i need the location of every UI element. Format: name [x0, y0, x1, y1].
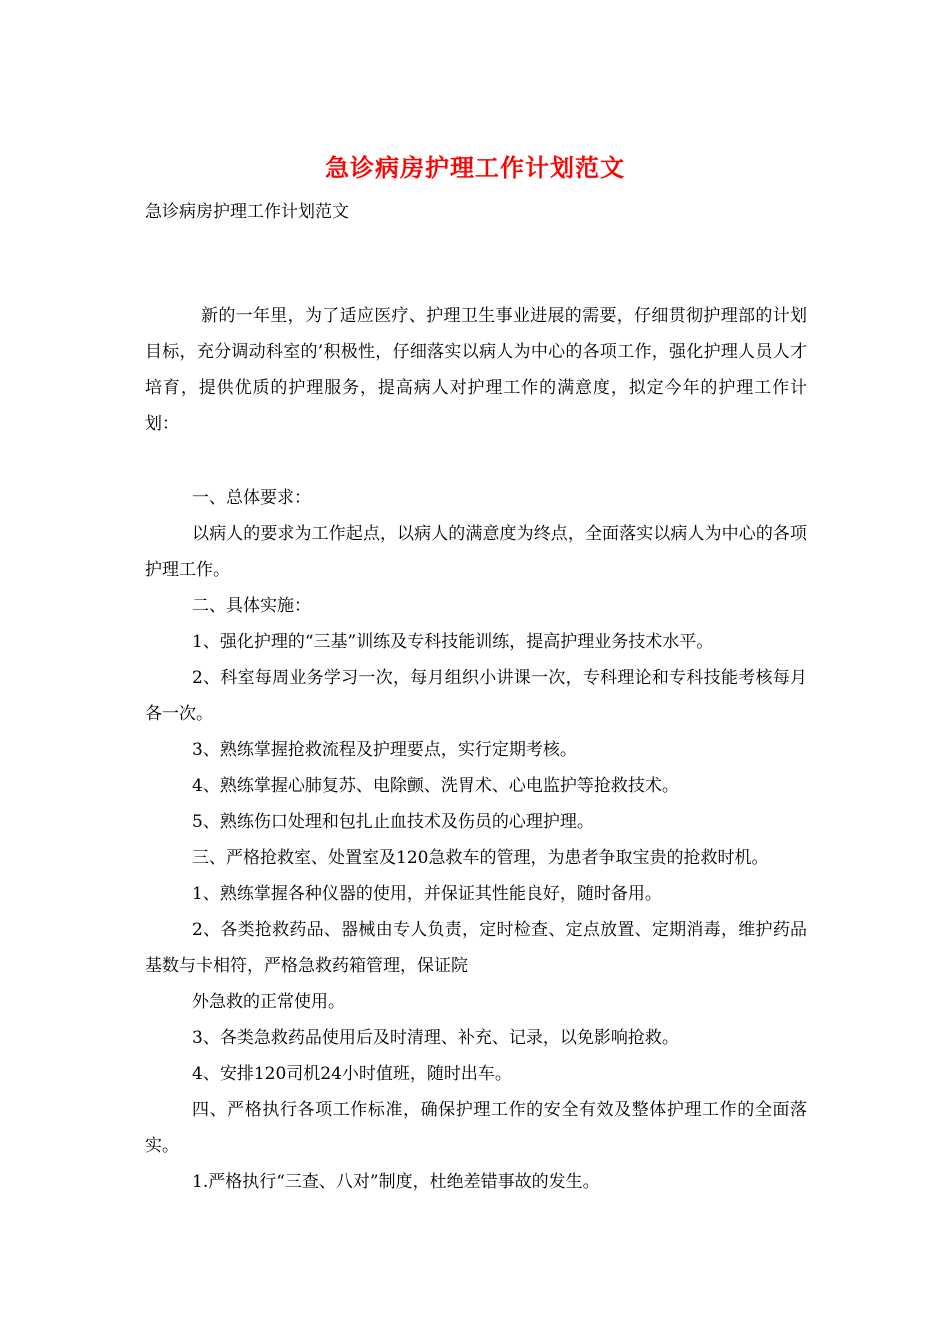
list-item: 4、安排120司机24小时值班，随时出车。	[192, 1064, 512, 1084]
list-item: 1、熟练掌握各种仪器的使用，并保证其性能良好，随时备用。	[192, 884, 662, 904]
list-item-continuation: 外急救的正常使用。	[192, 992, 345, 1012]
list-item: 3、熟练掌握抢救流程及护理要点，实行定期考核。	[192, 740, 577, 760]
document-subtitle: 急诊病房护理工作计划范文	[145, 202, 349, 222]
list-item: 5、熟练伤口处理和包扎止血技术及伤员的心理护理。	[192, 812, 594, 832]
list-item: 2、科室每周业务学习一次，每月组织小讲课一次，专科理论和专科技能考核每月各一次。	[145, 668, 807, 724]
section-heading-standards: 四、严格执行各项工作标准，确保护理工作的安全有效及整体护理工作的全面落实。	[145, 1100, 807, 1156]
list-item: 3、各类急救药品使用后及时清理、补充、记录，以免影响抢救。	[192, 1028, 679, 1048]
intro-paragraph: 新的一年里，为了适应医疗、护理卫生事业进展的需要，仔细贯彻护理部的计划目标，充分调动科室的’积极性，仔细落实以病人为中心的各项工作，强化护理人员人才培育，提供优质的护理服务，提高病人对护理工作的满意度，拟定今年的护理工作计划：	[145, 306, 807, 434]
section-heading-general: 一、总体要求：	[192, 488, 311, 508]
section-heading-rescue-room: 三、严格抢救室、处置室及120急救车的管理，为患者争取宝贵的抢救时机。	[192, 848, 769, 868]
section-heading-implementation: 二、具体实施：	[192, 596, 311, 616]
list-item: 1、强化护理的“三基”训练及专科技能训练，提高护理业务技术水平。	[192, 632, 714, 652]
list-item: 2、各类抢救药品、器械由专人负责，定时检查、定点放置、定期消毒，维护药品基数与卡相符，严格急救药箱管理，保证院	[145, 920, 807, 976]
intro-block	[145, 298, 807, 442]
paragraph: 以病人的要求为工作起点，以病人的满意度为终点，全面落实以病人为中心的各项护理工作。	[145, 524, 807, 580]
list-item: 4、熟练掌握心肺复苏、电除颤、洗胃术、心电监护等抢救技术。	[192, 776, 679, 796]
plan-sections	[145, 480, 807, 1200]
document-title: 急诊病房护理工作计划范文	[325, 153, 625, 182]
list-item: 1.严格执行“三查、八对”制度，杜绝差错事故的发生。	[192, 1172, 600, 1192]
